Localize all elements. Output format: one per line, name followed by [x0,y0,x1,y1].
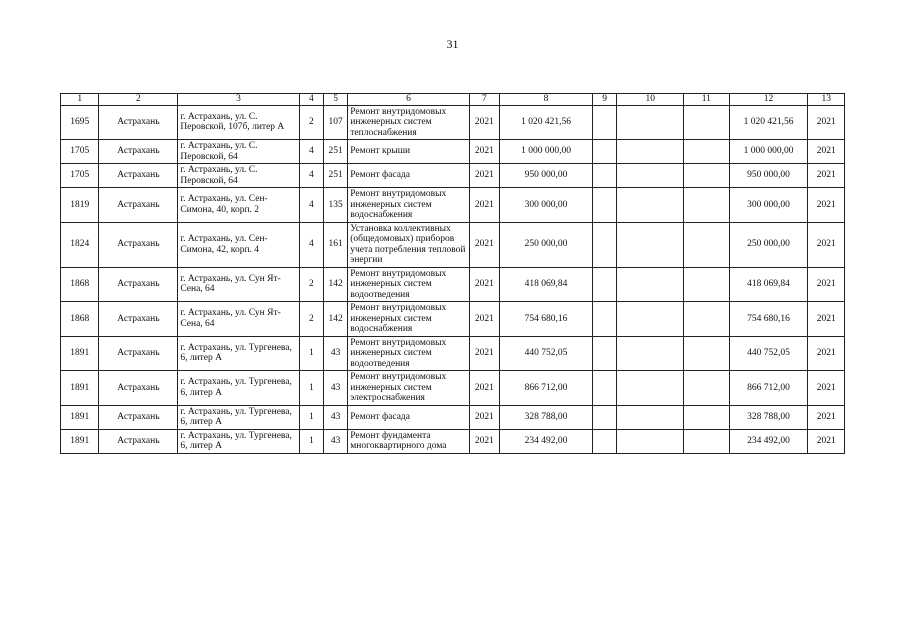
column-11-cell [684,267,730,302]
address-cell: г. Астрахань, ул. С. Перовской, 64 [178,140,299,164]
column-9-cell [593,371,617,406]
column-10-cell [617,405,684,429]
house-id-cell: 1891 [61,371,99,406]
total-cost-cell: 234 492,00 [729,429,808,453]
column-10-cell [617,188,684,223]
total-cost-cell: 250 000,00 [729,222,808,267]
total-cost-cell: 300 000,00 [729,188,808,223]
floors-cell: 4 [299,222,323,267]
area-cell: 142 [323,302,347,337]
area-cell: 135 [323,188,347,223]
completion-year-cell: 2021 [808,164,845,188]
area-cell: 142 [323,267,347,302]
column-header: 13 [808,94,845,106]
table-row [61,302,845,337]
city-cell: Астрахань [99,105,178,140]
column-10-cell [617,371,684,406]
cost-cell: 418 069,84 [499,267,592,302]
city-cell: Астрахань [99,405,178,429]
address-cell: г. Астрахань, ул. Тургенева, 6, литер А [178,371,299,406]
column-header: 1 [61,94,99,106]
city-cell: Астрахань [99,302,178,337]
column-11-cell [684,302,730,337]
city-cell: Астрахань [99,267,178,302]
column-9-cell [593,164,617,188]
completion-year-cell: 2021 [808,105,845,140]
column-11-cell [684,105,730,140]
completion-year-cell: 2021 [808,371,845,406]
column-number-row [61,94,845,106]
column-9-cell [593,302,617,337]
column-9-cell [593,336,617,371]
address-cell: г. Астрахань, ул. Тургенева, 6, литер А [178,429,299,453]
completion-year-cell: 2021 [808,302,845,337]
column-9-cell [593,405,617,429]
column-header: 3 [178,94,299,106]
year-cell: 2021 [469,371,499,406]
completion-year-cell: 2021 [808,336,845,371]
column-11-cell [684,140,730,164]
address-cell: г. Астрахань, ул. Тургенева, 6, литер А [178,405,299,429]
city-cell: Астрахань [99,222,178,267]
table-row [61,188,845,223]
house-id-cell: 1891 [61,405,99,429]
total-cost-cell: 1 020 421,56 [729,105,808,140]
column-10-cell [617,302,684,337]
year-cell: 2021 [469,302,499,337]
area-cell: 43 [323,405,347,429]
column-10-cell [617,267,684,302]
address-cell: г. Астрахань, ул. С. Перовской, 64 [178,164,299,188]
area-cell: 251 [323,164,347,188]
address-cell: г. Астрахань, ул. Сен-Симона, 40, корп. 2 [178,188,299,223]
table-row [61,267,845,302]
floors-cell: 1 [299,371,323,406]
column-11-cell [684,222,730,267]
floors-cell: 2 [299,105,323,140]
total-cost-cell: 440 752,05 [729,336,808,371]
city-cell: Астрахань [99,371,178,406]
table-row [61,336,845,371]
column-header: 5 [323,94,347,106]
column-header: 10 [617,94,684,106]
table-row [61,140,845,164]
work-type-cell: Ремонт внутридомовых инженерных систем электроснабжения [348,371,469,406]
floors-cell: 4 [299,164,323,188]
column-11-cell [684,371,730,406]
column-9-cell [593,105,617,140]
work-type-cell: Ремонт внутридомовых инженерных систем водоснабжения [348,188,469,223]
total-cost-cell: 1 000 000,00 [729,140,808,164]
column-10-cell [617,336,684,371]
city-cell: Астрахань [99,336,178,371]
total-cost-cell: 418 069,84 [729,267,808,302]
total-cost-cell: 950 000,00 [729,164,808,188]
year-cell: 2021 [469,336,499,371]
work-type-cell: Ремонт внутридомовых инженерных систем водоотведения [348,267,469,302]
column-10-cell [617,429,684,453]
table-row [61,222,845,267]
column-9-cell [593,429,617,453]
cost-cell: 300 000,00 [499,188,592,223]
area-cell: 43 [323,371,347,406]
address-cell: г. Астрахань, ул. Сун Ят-Сена, 64 [178,302,299,337]
house-id-cell: 1824 [61,222,99,267]
cost-cell: 950 000,00 [499,164,592,188]
city-cell: Астрахань [99,140,178,164]
column-9-cell [593,188,617,223]
cost-cell: 234 492,00 [499,429,592,453]
work-type-cell: Ремонт фундамента многоквартирного дома [348,429,469,453]
floors-cell: 4 [299,188,323,223]
cost-cell: 1 000 000,00 [499,140,592,164]
column-header: 12 [729,94,808,106]
work-type-cell: Ремонт крыши [348,140,469,164]
column-header: 9 [593,94,617,106]
house-id-cell: 1705 [61,140,99,164]
cost-cell: 250 000,00 [499,222,592,267]
column-11-cell [684,164,730,188]
year-cell: 2021 [469,164,499,188]
cost-cell: 754 680,16 [499,302,592,337]
total-cost-cell: 866 712,00 [729,371,808,406]
column-header: 2 [99,94,178,106]
address-cell: г. Астрахань, ул. Тургенева, 6, литер А [178,336,299,371]
floors-cell: 1 [299,405,323,429]
table-row [61,371,845,406]
capital-repair-table [60,93,845,454]
address-cell: г. Астрахань, ул. С. Перовской, 107б, литер А [178,105,299,140]
year-cell: 2021 [469,267,499,302]
year-cell: 2021 [469,429,499,453]
year-cell: 2021 [469,405,499,429]
table-row [61,429,845,453]
cost-cell: 440 752,05 [499,336,592,371]
house-id-cell: 1891 [61,336,99,371]
column-11-cell [684,336,730,371]
house-id-cell: 1868 [61,302,99,337]
city-cell: Астрахань [99,429,178,453]
work-type-cell: Ремонт внутридомовых инженерных систем теплоснабжения [348,105,469,140]
completion-year-cell: 2021 [808,405,845,429]
column-header: 4 [299,94,323,106]
cost-cell: 328 788,00 [499,405,592,429]
column-11-cell [684,405,730,429]
column-10-cell [617,222,684,267]
column-9-cell [593,222,617,267]
area-cell: 251 [323,140,347,164]
area-cell: 43 [323,336,347,371]
column-11-cell [684,188,730,223]
column-10-cell [617,164,684,188]
floors-cell: 1 [299,429,323,453]
completion-year-cell: 2021 [808,267,845,302]
city-cell: Астрахань [99,164,178,188]
area-cell: 107 [323,105,347,140]
completion-year-cell: 2021 [808,140,845,164]
work-type-cell: Установка коллективных (общедомовых) приборов учета потребления тепловой энергии [348,222,469,267]
column-10-cell [617,140,684,164]
house-id-cell: 1819 [61,188,99,223]
house-id-cell: 1705 [61,164,99,188]
table-row [61,164,845,188]
house-id-cell: 1891 [61,429,99,453]
work-type-cell: Ремонт внутридомовых инженерных систем водоснабжения [348,302,469,337]
work-type-cell: Ремонт внутридомовых инженерных систем водоотведения [348,336,469,371]
column-header: 11 [684,94,730,106]
area-cell: 161 [323,222,347,267]
floors-cell: 2 [299,302,323,337]
house-id-cell: 1695 [61,105,99,140]
column-header: 8 [499,94,592,106]
column-10-cell [617,105,684,140]
total-cost-cell: 754 680,16 [729,302,808,337]
completion-year-cell: 2021 [808,429,845,453]
house-id-cell: 1868 [61,267,99,302]
column-header: 7 [469,94,499,106]
completion-year-cell: 2021 [808,222,845,267]
work-type-cell: Ремонт фасада [348,405,469,429]
floors-cell: 2 [299,267,323,302]
column-9-cell [593,267,617,302]
floors-cell: 1 [299,336,323,371]
table-row [61,405,845,429]
completion-year-cell: 2021 [808,188,845,223]
year-cell: 2021 [469,140,499,164]
city-cell: Астрахань [99,188,178,223]
column-header: 6 [348,94,469,106]
floors-cell: 4 [299,140,323,164]
table-row [61,105,845,140]
column-11-cell [684,429,730,453]
table-body [61,105,845,453]
work-type-cell: Ремонт фасада [348,164,469,188]
year-cell: 2021 [469,222,499,267]
year-cell: 2021 [469,188,499,223]
cost-cell: 866 712,00 [499,371,592,406]
total-cost-cell: 328 788,00 [729,405,808,429]
address-cell: г. Астрахань, ул. Сун Ят-Сена, 64 [178,267,299,302]
page-number: 31 [446,37,459,51]
year-cell: 2021 [469,105,499,140]
cost-cell: 1 020 421,56 [499,105,592,140]
column-9-cell [593,140,617,164]
address-cell: г. Астрахань, ул. Сен-Симона, 42, корп. 4 [178,222,299,267]
area-cell: 43 [323,429,347,453]
